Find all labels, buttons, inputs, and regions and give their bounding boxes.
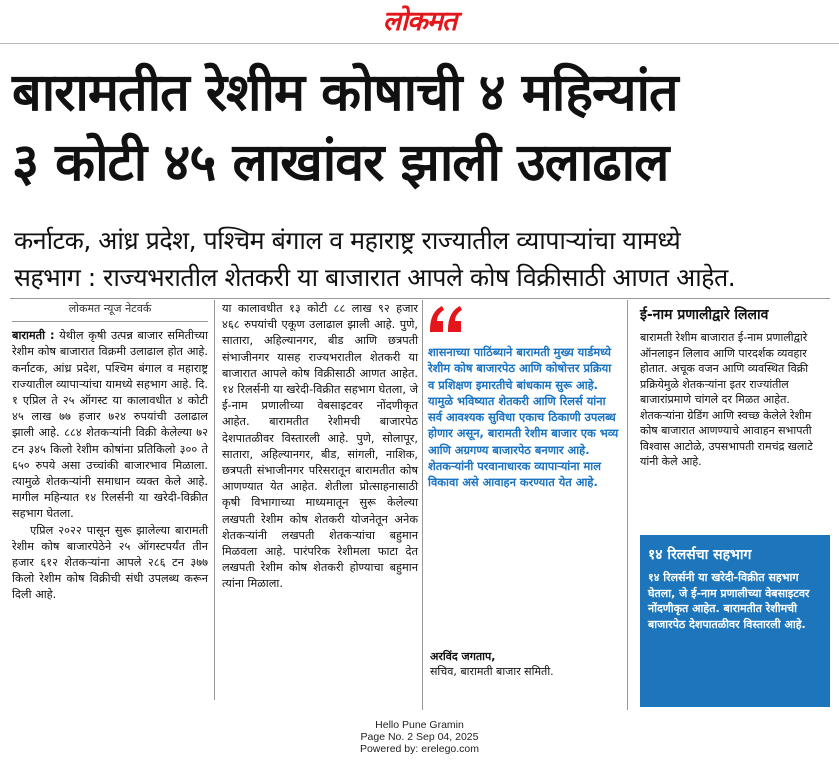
footer-publication: Hello Pune Gramin bbox=[375, 719, 464, 731]
subheadline bbox=[14, 222, 834, 296]
column-divider-3 bbox=[627, 300, 628, 710]
article-paragraph-1-text: येथील कृषी उत्पन्न बाजार समितीच्या रेशीम कोष बाजारात विक्रमी उलाढाल होत आहे. कर्नाटक, आंध्र प्रदेश, पश्चिम बंगाल व महाराष्ट्र राज्यातील व्यापाऱ्यांचा यामध्ये सहभाग आहे. दि. १ एप्रिल ते २५ ऑगस्ट या कालावधीत ४ कोटी ४५ लाख ७७ हजार ७२४ रुपयांची उलाढाल झाली आहे. ८८४ शेतकऱ्यांनी विक्री केलेल्या ७२ टन ३४५ किलो रेशीम कोषांना प्रतिकिलो ३०० ते ६५० रुपये असा उच्चांकी बाजारभाव मिळाला. त्यामुळे शेतकऱ्यांनी समाधान व्यक्त केले आहे. मागील महिन्यात १४ रिलर्सनी या खरेदी-विक्रीत सहभाग घेतला. bbox=[12, 329, 208, 521]
quote-author-role: सचिव, बारामती बाजार समिती. bbox=[430, 665, 554, 678]
top-divider bbox=[0, 43, 839, 44]
subheadline-line-1: कर्नाटक, आंध्र प्रदेश, पश्चिम बंगाल व महाराष्ट्र राज्यातील व्यापाऱ्यांचा यामध्ये bbox=[14, 226, 681, 255]
sidebar-heading: ई-नाम प्रणालीद्वारे लिलाव bbox=[640, 307, 769, 323]
footer-page-date: Page No. 2 Sep 04, 2025 bbox=[360, 731, 479, 743]
footer-powered-by: Powered by: erelego.com bbox=[359, 743, 480, 755]
article-paragraph-2: एप्रिल २०२२ पासून सुरू झालेल्या बारामती रेशीम कोष बाजारपेठेने २५ ऑगस्टपर्यंत तीन हजार ६१२ शेतकऱ्यांना आपले २८६ टन ३७७ किलो रेशीम कोष विक्रीची संधी उपलब्ध करून दिली आहे. bbox=[12, 523, 208, 602]
headline-line-2: ३ कोटी ४५ लाखांवर झाली उलाढाल bbox=[12, 133, 669, 193]
quote-author-name: अरविंद जगताप, bbox=[430, 650, 496, 663]
headline-line-1: बारामतीत रेशीम कोषाची ४ महिन्यांत bbox=[12, 63, 678, 123]
column-divider-2 bbox=[422, 300, 423, 710]
highlight-box-heading: १४ रिलर्सचा सहभाग bbox=[648, 547, 752, 563]
dateline: बारामती : bbox=[12, 329, 55, 343]
masthead bbox=[0, 2, 839, 42]
sidebar-text: बारामती रेशीम बाजारात ई-नाम प्रणालीद्वारे ऑनलाइन लिलाव आणि पारदर्शक व्यवहार होतात. अचूक वजन आणि व्यवस्थित विक्री प्रक्रियेमुळे शेतकऱ्यांना इतर राज्यांतील बाजारांप्रमाणे चांगले दर मिळत आहेत. शेतकऱ्यांना ग्रेडिंग आणि स्वच्छ केलेले रेशीम कोष बाजारात आणण्याचे आवाहन सभापती विश्वास आटोळे, उपसभापती रामचंद्र खलाटे यांनी केले आहे. bbox=[640, 331, 813, 468]
article-paragraph-1 bbox=[12, 328, 208, 522]
highlight-box-text: १४ रिलर्सनी या खरेदी-विक्रीत सहभाग घेतला, जे ई-नाम प्रणालीच्या वेबसाइटवर नोंदणीकृत आहेत. बारामतीत रेशीमची बाजारपेठ देशपातळीवर विस्तारली आहे. bbox=[648, 571, 810, 631]
sidebar-enam bbox=[640, 301, 830, 470]
section-divider bbox=[10, 298, 830, 299]
highlight-box bbox=[640, 535, 830, 707]
headline bbox=[12, 58, 832, 198]
subheadline-line-2: सहभाग : राज्यभरातील शेतकरी या बाजारात आपले कोष विक्रीसाठी आणत आहेत. bbox=[14, 263, 736, 292]
page-footer bbox=[0, 719, 839, 755]
column-divider-1 bbox=[214, 300, 215, 700]
article-paragraph-3: या कालावधीत १३ कोटी ८८ लाख ९२ हजार ४६८ रुपयांची एकूण उलाढाल झाली आहे. पुणे, सातारा, अहिल्यानगर, बीड आणि छत्रपती संभाजीनगर यासह राज्यभरातील शेतकरी या बाजारात आपले कोष विक्रीसाठी आणत आहेत. १४ रिलर्सनी या खरेदी-विक्रीत सहभाग घेतला, जे ई-नाम प्रणालीच्या वेबसाइटवर नोंदणीकृत आहेत. बारामतीत रेशीमची बाजारपेठ देशपातळीवर विस्तारली आहे. पुणे, सोलापूर, सातारा, अहिल्यानगर, बीड, सांगली, नाशिक, छत्रपती संभाजीनगर परिसरातून बारामतीत कोष आणण्यात येत आहेत. शेतीला प्रोत्साहनासाठी कृषी विभागाच्या माध्यमातून सुरू केलेल्या लखपती रेशीम कोष शेतकरी योजनेतून अनेक शेतकऱ्यांनी लखपती शेतकऱ्यांचा बहुमान मिळवला आहे. पारंपरिक रेशीमला फाटा देत लखपती रेशीम कोष शेतकरी होण्याचा बहुमान त्यांना मिळाला. bbox=[222, 302, 418, 591]
masthead-logo: लोकमत bbox=[382, 6, 457, 37]
article-column-1 bbox=[12, 301, 208, 604]
quote-text: शासनाच्या पाठिंब्याने बारामती मुख्य यार्डमध्ये रेशीम कोष बाजारपेठ आणि कोषोत्तर प्रक्रिया व प्रशिक्षण इमारतीचे बांधकाम सुरू आहे. यामुळे भविष्यात शेतकरी आणि रिलर्स यांना सर्व आवश्यक सुविधा एकाच ठिकाणी उपलब्ध होणार असून, बारामती रेशीम बाजार एक भव्य आणि अग्रगण्य बाजारपेठ बनणार आहे. शेतकऱ्यांनी परवानाधारक व्यापाऱ्यांना माल विकावा असे आवाहन करण्यात येत आहे. bbox=[428, 345, 619, 490]
article-column-2 bbox=[222, 301, 418, 593]
quote-icon bbox=[426, 300, 466, 340]
quote-attribution bbox=[430, 649, 620, 679]
byline: लोकमत न्यूज नेटवर्क bbox=[12, 301, 208, 322]
